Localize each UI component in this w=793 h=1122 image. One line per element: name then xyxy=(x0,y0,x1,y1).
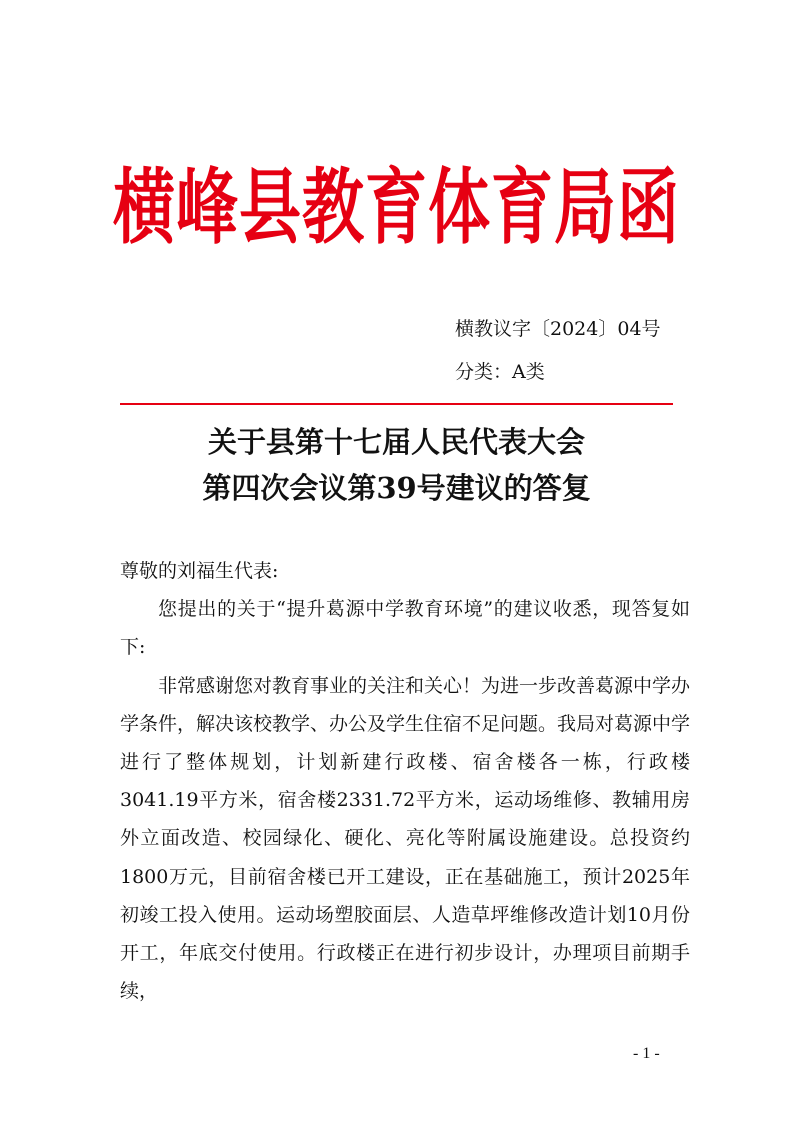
agency-masthead: 横峰县教育体育局函 xyxy=(112,159,680,256)
red-divider-line xyxy=(120,403,673,405)
document-title-line-2: 第四次会议第39号建议的答复 xyxy=(202,471,591,505)
salutation: 尊敬的刘福生代表: xyxy=(120,560,279,582)
page-number: - 1 - xyxy=(633,1045,660,1062)
body-paragraph-2: 非常感谢您对教育事业的关注和关心！为进一步改善葛源中学办学条件，解决该校教学、办公及学生住宿不足问题。我局对葛源中学进行了整体规划，计划新建行政楼、宿舍楼各一栋，行政楼3041.19平方米，宿舍楼2331.72平方米，运动场维修、教辅用房外立面改造、校园绿化、硬化、亮化等附属设施建设。总投资约1800万元，目前宿舍楼已开工建设，正在基础施工，预计2025年初竣工投入使用。运动场塑胶面层、人造草坪维修改造计划10月份开工，年底交付使用。行政楼正在进行初步设计，办理项目前期手续， xyxy=(120,674,691,1003)
body-paragraph-1: 您提出的关于“提升葛源中学教育环境”的建议收悉，现答复如下: xyxy=(120,598,690,659)
document-classification: 分类：A类 xyxy=(455,361,545,383)
document-number: 横教议字〔2024〕04号 xyxy=(455,318,661,340)
document-title-line-1: 关于县第十七届人民代表大会 xyxy=(207,425,585,459)
document-body xyxy=(120,552,690,1010)
